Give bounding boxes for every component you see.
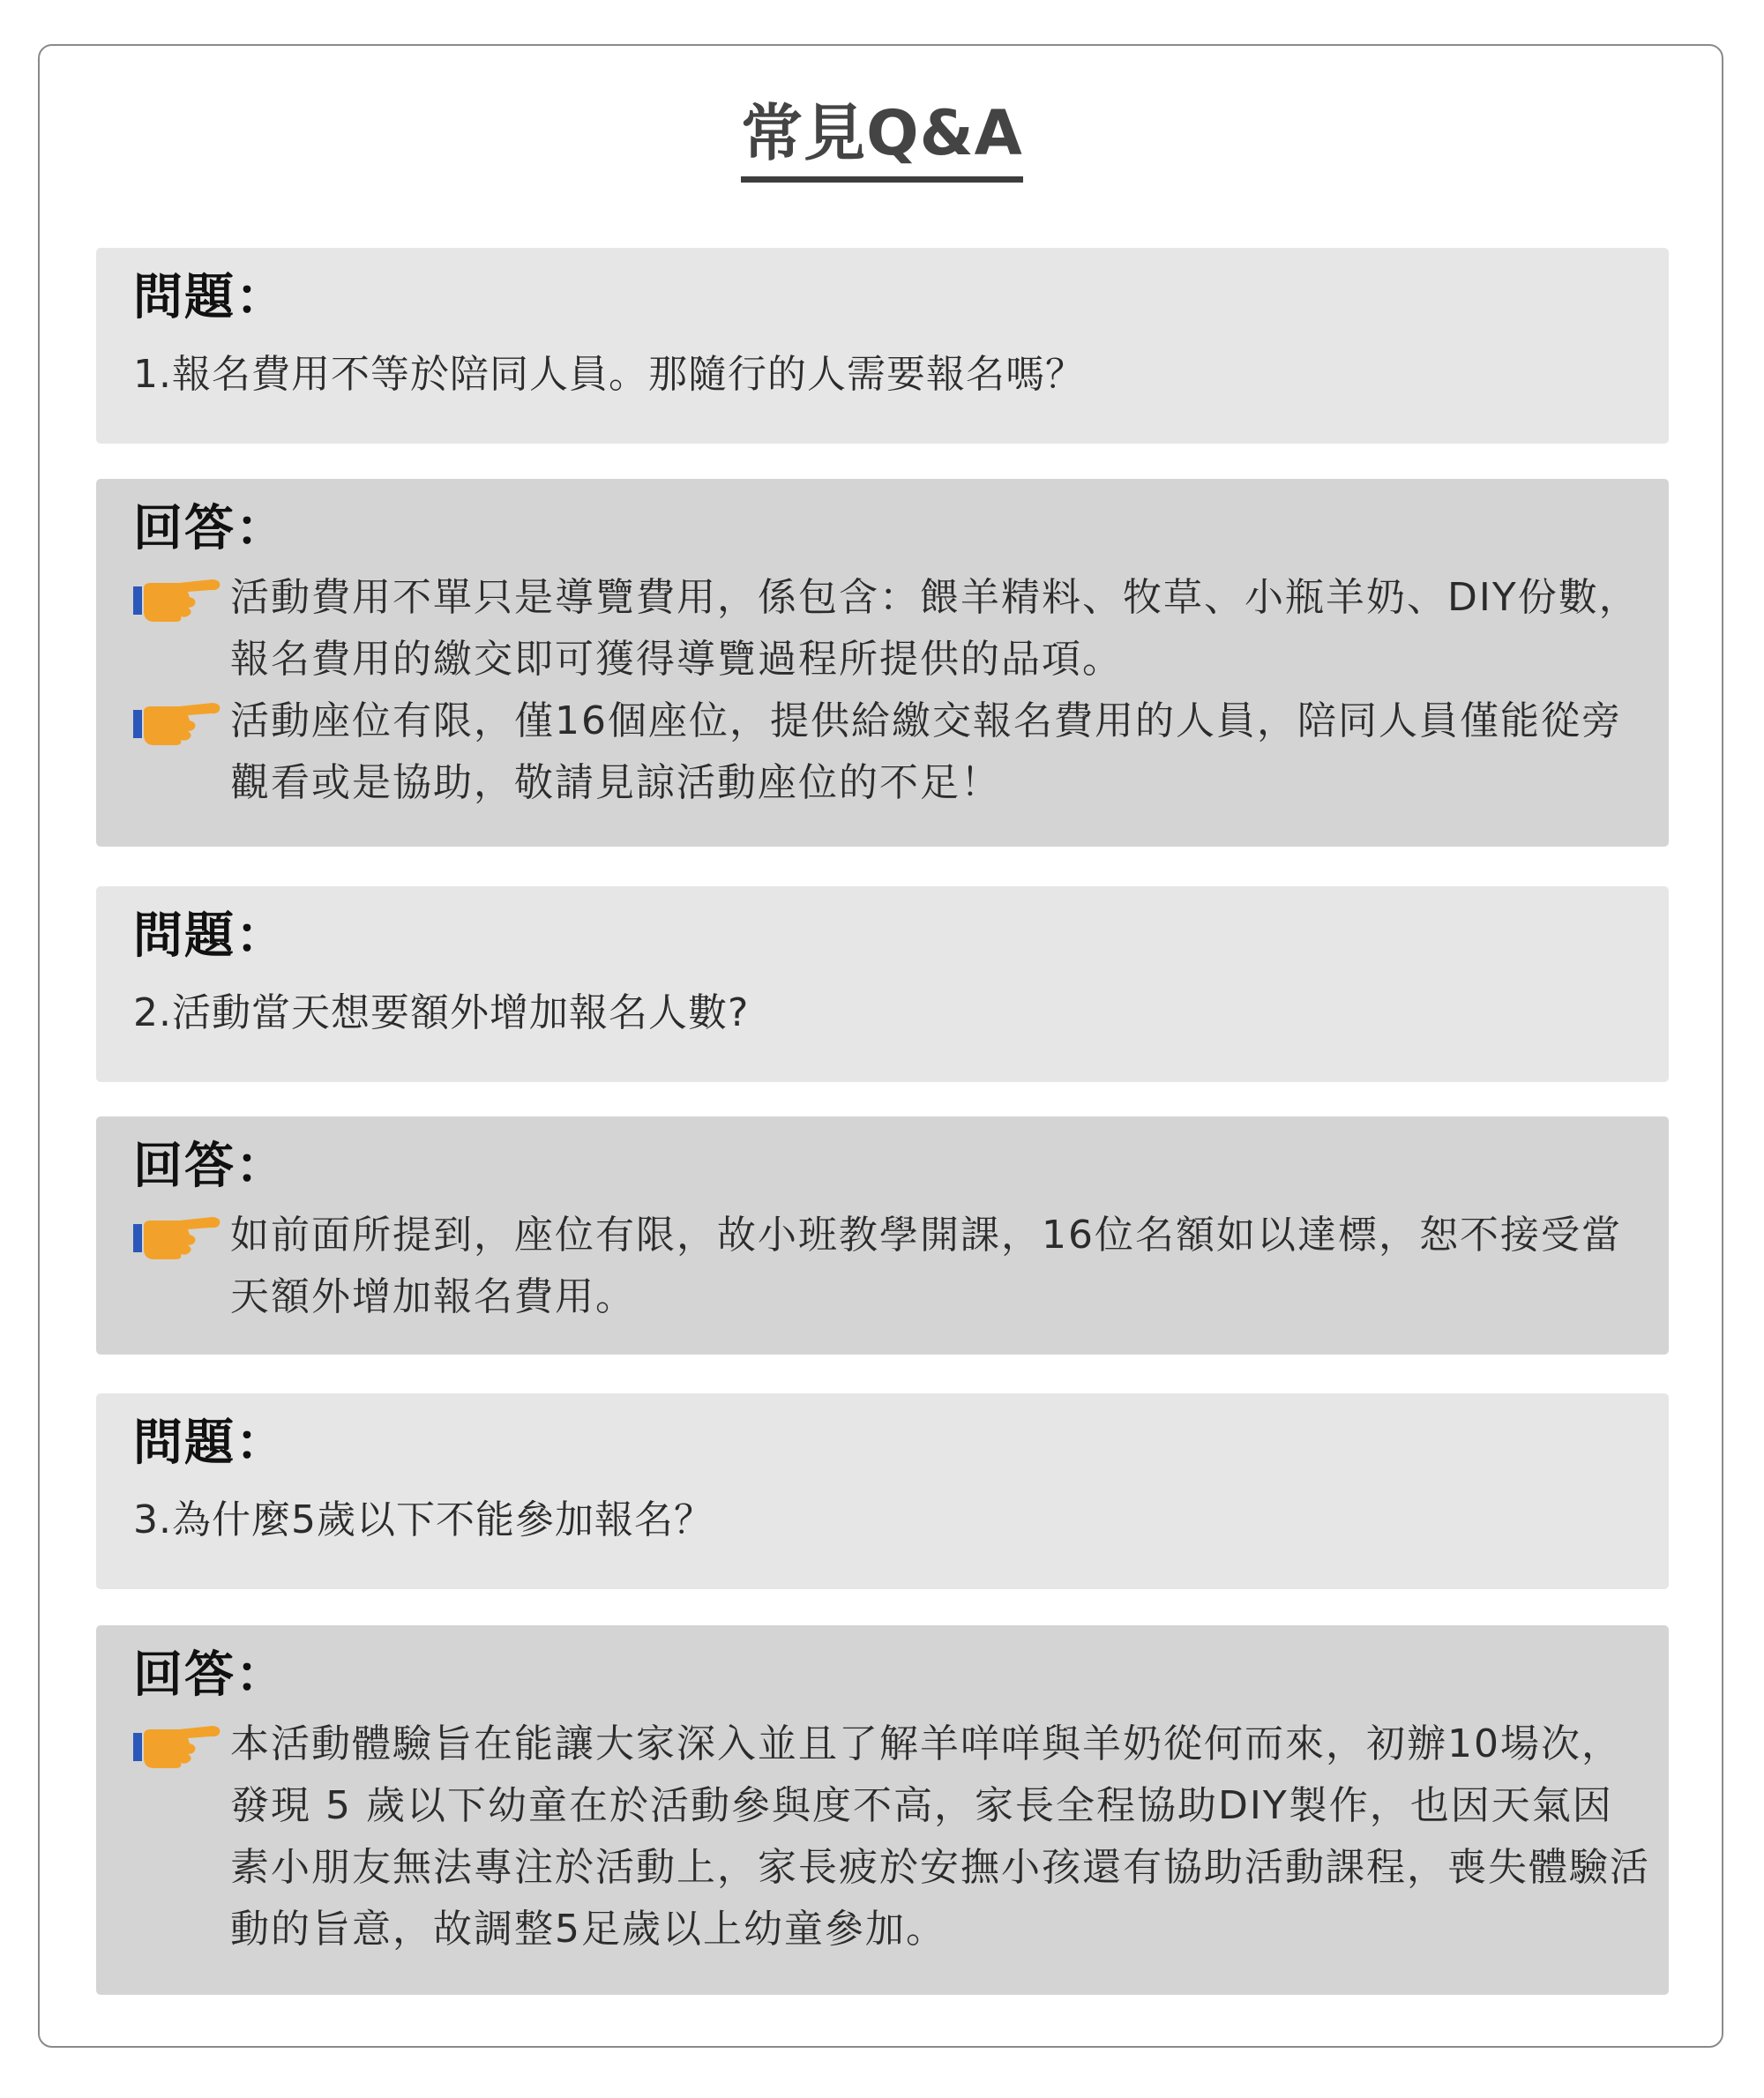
question-box-3 [96,1393,1669,1589]
question-heading: 問題： [133,269,287,326]
pointing-hand-icon [133,691,230,752]
question-text: 1.報名費用不等於陪同人員。那隨行的人需要報名嗎？ [133,352,1085,397]
answer-point [133,1713,1651,1960]
pointing-hand-icon [133,1713,230,1775]
question-heading: 問題： [133,907,287,965]
answer-heading: 回答： [133,500,287,557]
answer-heading: 回答： [133,1138,287,1195]
question-box-2 [96,886,1669,1082]
answer-point [133,567,1651,691]
question-heading: 問題： [133,1415,287,1472]
answer-heading: 回答： [133,1646,287,1704]
answer-point-text: 如前面所提到，座位有限，故小班教學開課，16位名額如以達標，恕不接受當天額外增加報名費用。 [230,1213,1622,1319]
answer-box-3 [96,1625,1669,1995]
title-wrap [0,93,1764,183]
answer-point [133,691,1651,814]
answer-point-text: 本活動體驗旨在能讓大家深入並且了解羊咩咩與羊奶從何而來，初辦10場次，發現 5 歲以下幼童在於活動參與度不高，家長全程協助DIY製作，也因天氣因素小朋友無法專注於活動上，家長疲於安撫小孩還有協助活動課程，喪失體驗活動的旨意，故調整5足歲以上幼童參加。 [230,1721,1650,1952]
question-text: 3.為什麼5歲以下不能參加報名？ [133,1497,714,1542]
question-text: 2.活動當天想要額外增加報名人數? [133,990,750,1035]
answer-box-2 [96,1116,1669,1355]
answer-point-text: 活動座位有限，僅16個座位，提供給繳交報名費用的人員，陪同人員僅能從旁觀看或是協助，敬請見諒活動座位的不足！ [230,698,1622,805]
pointing-hand-icon [133,1205,230,1266]
page-title: 常見Q&A [741,93,1023,183]
pointing-hand-icon [133,567,230,629]
answer-point-text: 活動費用不單只是導覽費用，係包含：餵羊精料、牧草、小瓶羊奶、DIY份數，報名費用的繳交即可獲得導覽過程所提供的品項。 [230,575,1640,682]
question-box-1 [96,248,1669,444]
answer-box-1 [96,479,1669,847]
answer-point [133,1205,1651,1328]
